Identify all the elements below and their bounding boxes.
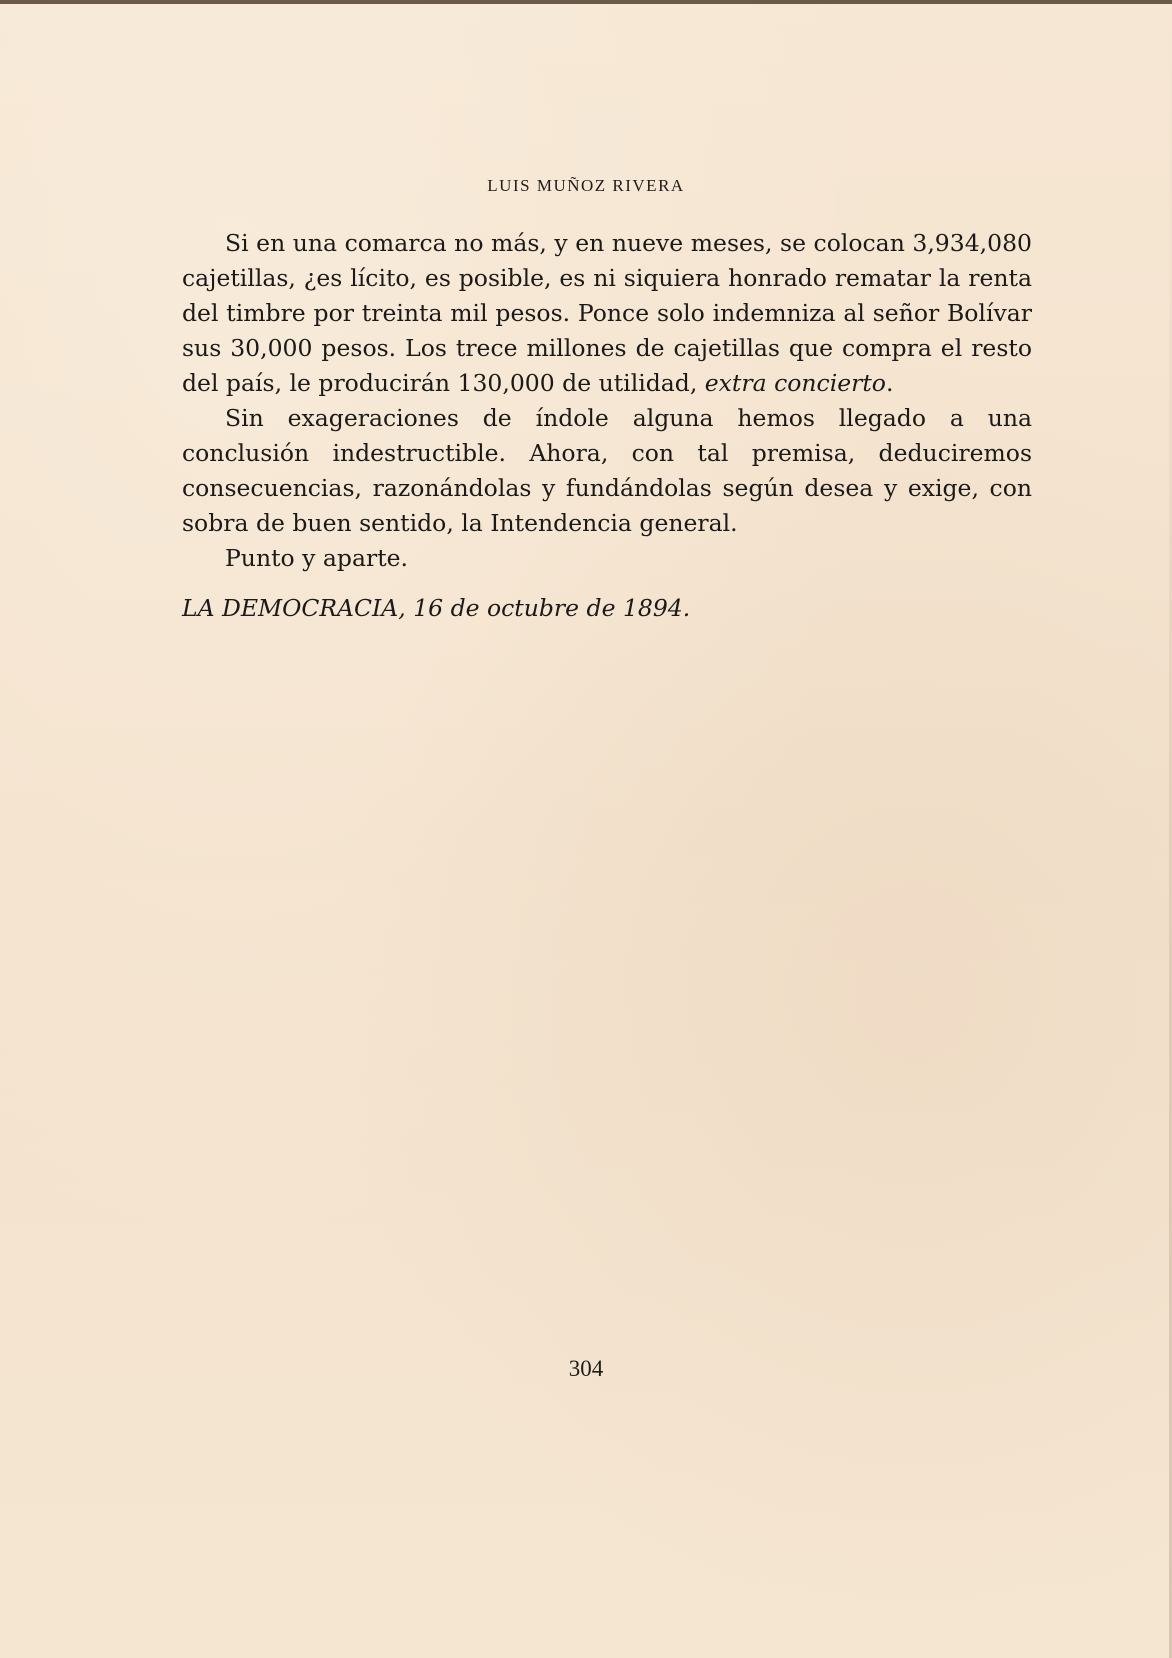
running-head: LUIS MUÑOZ RIVERA (487, 176, 685, 195)
page-top-edge (0, 0, 1172, 4)
paragraph-end: . (885, 369, 894, 397)
paragraph: Punto y aparte. (225, 544, 409, 572)
paragraph-text: Si en una comarca no más, y en nueve meses, se colocan 3,934,080 cajetillas, ¿es lícito, es posible, es ni siquiera honrado rematar la renta del timbre por treinta mil pesos. Ponce solo indemniza al señor Bolívar sus 30,000 pesos. Los trece millones de cajetillas que compra el resto del país, le producirán 130,000 de utilidad, (182, 229, 1032, 397)
page-number: 304 (568, 1356, 604, 1381)
paragraph: Sin exageraciones de índole alguna hemos llegado a una conclusión indestructible. Ahora, con tal premisa, deduciremos consecuencias, razonándolas y fundándolas según desea y exige, con sobra de buen sentido, la Intendencia general. (182, 404, 1032, 537)
article-body (182, 226, 1032, 576)
paragraph (182, 226, 1032, 401)
dateline: LA DEMOCRACIA, 16 de octubre de 1894. (182, 594, 691, 622)
italic-phrase: extra concierto (704, 369, 886, 397)
